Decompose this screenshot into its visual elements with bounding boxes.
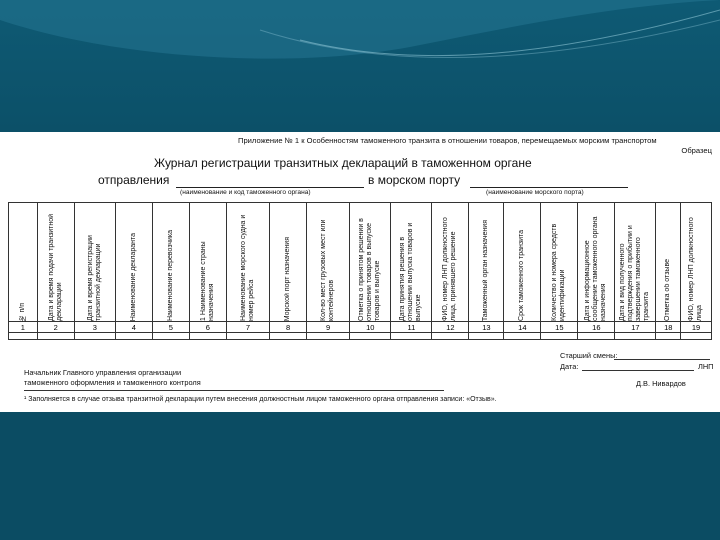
- date-label: Дата:: [560, 362, 579, 371]
- column-number: 2: [37, 322, 74, 333]
- slide-background-top: [0, 0, 720, 132]
- senior-shift-label: Старший смены:: [560, 351, 618, 360]
- column-header: Дата и время регистрации транзитной декларации: [74, 203, 115, 322]
- column-number: 13: [469, 322, 504, 333]
- column-header: Количество и номера средств идентификации: [541, 203, 578, 322]
- column-header: Отметка об отзыве: [656, 203, 681, 322]
- column-header: Дата принятия решения в отношении выпуска товаров и выпуске: [391, 203, 432, 322]
- senior-shift-line: [614, 359, 710, 360]
- column-header: Наименование морского судна и номер рейса: [226, 203, 269, 322]
- column-number: 7: [226, 322, 269, 333]
- column-number: 9: [307, 322, 350, 333]
- column-number: 12: [432, 322, 469, 333]
- title-port-label: в морском порту: [368, 173, 461, 187]
- column-header: Кол-во мест грузовых мест или контейнеров: [307, 203, 350, 322]
- registration-journal-table: [8, 202, 712, 340]
- document-page: [0, 132, 720, 412]
- column-header: Наименование перевозчика: [152, 203, 189, 322]
- empty-entry-row: [9, 333, 712, 340]
- column-number: 10: [350, 322, 391, 333]
- column-number: 11: [391, 322, 432, 333]
- column-header: Таможенный орган назначения: [469, 203, 504, 322]
- column-number: 4: [115, 322, 152, 333]
- column-number: 17: [615, 322, 656, 333]
- column-header: Дата и вид полученного подтверждения о прибытии и завершении таможенного транзита: [615, 203, 656, 322]
- lnp-label: ЛНП: [698, 362, 714, 371]
- column-number: 3: [74, 322, 115, 333]
- column-header: ФИО, номер ЛНП должностного лица, принявшего решение: [432, 203, 469, 322]
- document-title: Журнал регистрации транзитных деклараций в таможенном органе: [154, 156, 532, 170]
- customs-fill-line: [176, 187, 364, 188]
- chief-title-line1: Начальник Главного управления организации: [24, 368, 182, 377]
- column-number: 1: [9, 322, 38, 333]
- chief-name: Д.В. Нивардов: [636, 379, 686, 388]
- column-number: 6: [189, 322, 226, 333]
- column-number: 18: [656, 322, 681, 333]
- wave-decoration: [0, 0, 720, 132]
- column-header: Дата и время подачи транзитной декларации: [37, 203, 74, 322]
- column-header: № п/п: [9, 203, 38, 322]
- column-header: 1 Наименование страны назначения: [189, 203, 226, 322]
- customs-caption: (наименование и код таможенного органа): [180, 189, 311, 196]
- column-number: 19: [681, 322, 712, 333]
- slide-background-bottom: [0, 412, 720, 540]
- column-number: 16: [578, 322, 615, 333]
- column-header: ФИО, номер ЛНП должностного лица: [681, 203, 712, 322]
- table-header-row: [9, 203, 712, 322]
- chief-title-line2: таможенного оформления и таможенного контроля: [24, 378, 201, 387]
- column-number: 8: [270, 322, 307, 333]
- column-header: Отметка о принятом решении в отношении товаров в выпуске товаров и выпуске: [350, 203, 391, 322]
- column-number: 15: [541, 322, 578, 333]
- column-header: Морской порт назначения: [270, 203, 307, 322]
- date-line: [582, 370, 694, 371]
- chief-signature-line: [24, 390, 444, 391]
- column-number: 14: [504, 322, 541, 333]
- column-header: Наименование декларанта: [115, 203, 152, 322]
- port-fill-line: [470, 187, 628, 188]
- footnote: ¹ Заполняется в случае отзыва транзитной декларации путем внесения должностным лицом таможенного органа отправления записи: «Отзыв».: [24, 396, 497, 403]
- title-dispatch-label: отправления: [98, 173, 170, 187]
- sample-label: Образец: [681, 146, 712, 155]
- column-number-row: [9, 322, 712, 333]
- port-caption: (наименование морского порта): [486, 189, 584, 196]
- column-number: 5: [152, 322, 189, 333]
- appendix-note: Приложение № 1 к Особенностям таможенного транзита в отношении товаров, перемещаемых морским транспортом: [238, 136, 657, 145]
- column-header: Дата и информационное сообщение таможенного органа назначения: [578, 203, 615, 322]
- column-header: Срок таможенного транзита: [504, 203, 541, 322]
